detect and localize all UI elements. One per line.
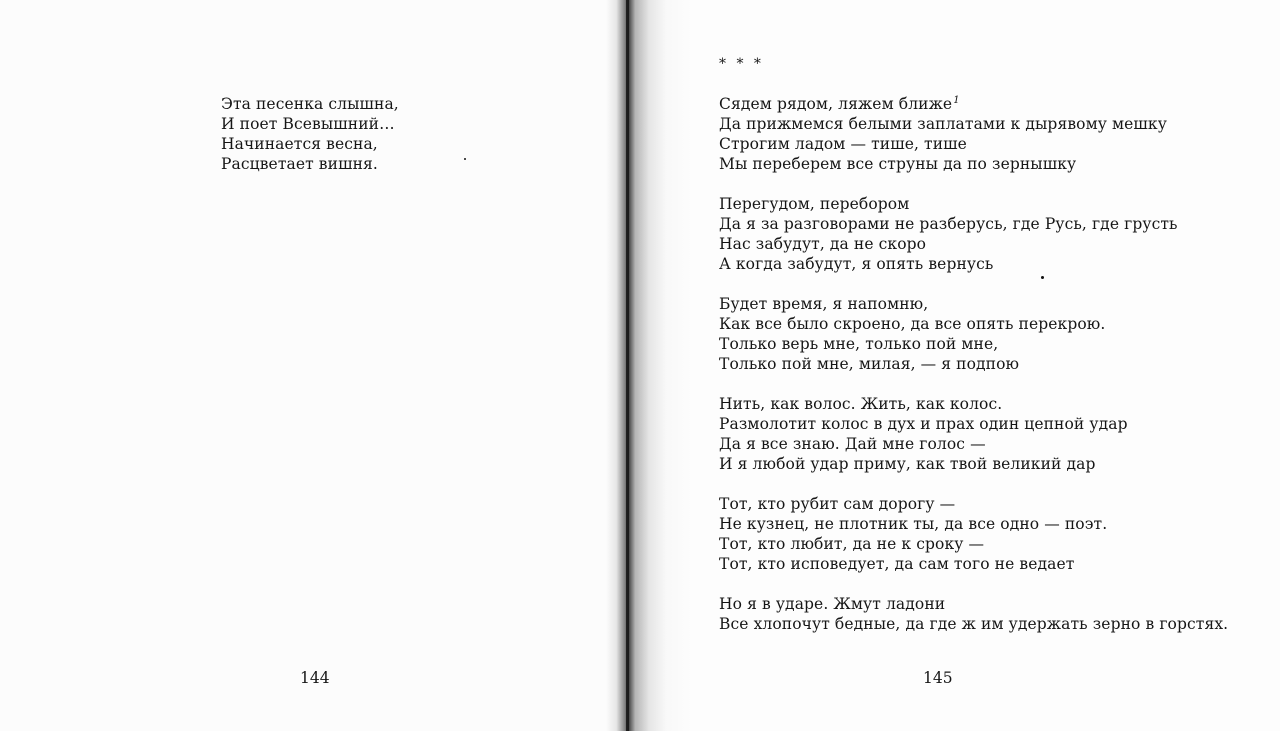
poem-line: Тот, кто исповедует, да сам того не ведает: [719, 555, 1075, 573]
poem-line: Нас забудут, да не скоро: [719, 235, 927, 253]
stanza: [719, 294, 1228, 374]
poem-line: Тот, кто любит, да не к сроку —: [719, 535, 985, 553]
poem-line: Все хлопочут бедные, да где ж им удержать зерно в горстях.: [719, 615, 1229, 633]
stanza: [719, 94, 1228, 174]
page-number-right: 145: [923, 669, 953, 687]
poem-line: Только верь мне, только пой мне,: [719, 335, 999, 353]
poem-line: Будет время, я напомню,: [719, 295, 929, 313]
poem-line: Как все было скроено, да все опять перекрою.: [719, 315, 1106, 333]
poem-line: [719, 94, 1228, 114]
poem-line-text: Сядем рядом, ляжем ближе: [719, 95, 953, 113]
poem-line: Эта песенка слышна,: [221, 95, 399, 113]
poem-line: Нить, как волос. Жить, как колос.: [719, 395, 1003, 413]
poem-line: Да я все знаю. Дай мне голос —: [719, 435, 986, 453]
poem-line: И я любой удар приму, как твой великий дар: [719, 455, 1096, 473]
poem-line: И поет Всевышний…: [221, 115, 395, 133]
poem-line: Строгим ладом — тише, тише: [719, 135, 967, 153]
stanza: [719, 494, 1228, 574]
poem-line: Мы переберем все струны да по зернышку: [719, 155, 1077, 173]
poem-line: Не кузнец, не плотник ты, да все одно — поэт.: [719, 515, 1108, 533]
poem-line: Перегудом, перебором: [719, 195, 910, 213]
page-number-left: 144: [300, 669, 330, 687]
book-spine-crease: [626, 0, 629, 731]
right-poem: [719, 94, 1228, 634]
poem-line: Начинается весна,: [221, 135, 378, 153]
poem-line: Но я в ударе. Жмут ладони: [719, 595, 946, 613]
poem-line: Да я за разговорами не разберусь, где Русь, где грусть: [719, 215, 1178, 233]
poem-line: Тот, кто рубит сам дорогу —: [719, 495, 956, 513]
stanza: [719, 594, 1228, 634]
section-separator: * * *: [719, 56, 764, 72]
stanza: [719, 194, 1228, 274]
stanza: [719, 394, 1228, 474]
poem-line: Расцветает вишня.: [221, 155, 378, 173]
poem-line: Да прижмемся белыми заплатами к дырявому мешку: [719, 115, 1167, 133]
poem-line: Размолотит колос в дух и прах один цепной удар: [719, 415, 1128, 433]
print-speck: [464, 158, 466, 160]
book-gutter-shadow: [606, 0, 692, 731]
left-poem: [221, 94, 399, 174]
poem-line: Только пой мне, милая, — я подпою: [719, 355, 1020, 373]
footnote-marker[interactable]: 1: [953, 95, 960, 106]
poem-line: А когда забудут, я опять вернусь: [719, 255, 994, 273]
